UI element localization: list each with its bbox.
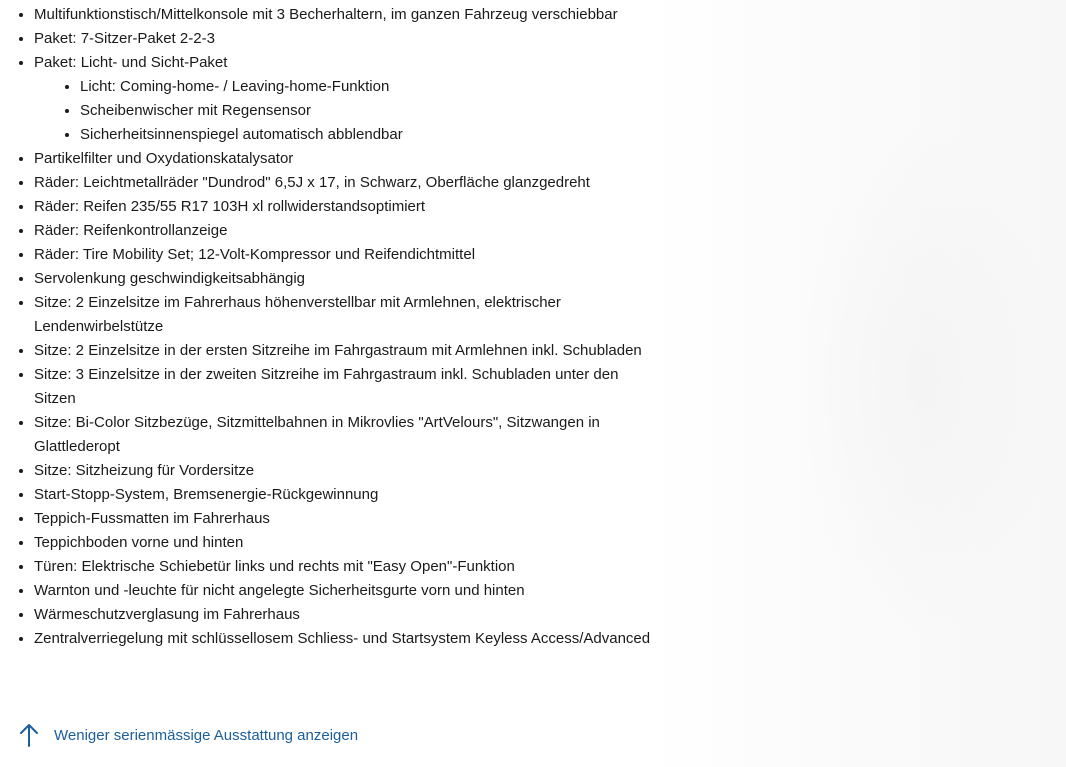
feature-text: Paket: 7-Sitzer-Paket 2-2-3 [34,30,215,47]
feature-item [34,195,660,219]
feature-item [34,483,660,507]
feature-item [34,555,660,579]
feature-text: Start-Stopp-System, Bremsenergie-Rückgewinnung [34,486,379,503]
feature-item [34,579,660,603]
feature-item [34,3,660,27]
feature-item [34,243,660,267]
feature-text: Räder: Leichtmetallräder "Dundrod" 6,5J x 17, in Schwarz, Oberfläche glanzgedreht [34,174,590,191]
feature-item [34,411,660,459]
feature-sublist [34,75,660,147]
feature-item [34,291,660,339]
feature-text: Teppichboden vorne und hinten [34,534,244,551]
feature-item [34,459,660,483]
feature-item [34,627,660,651]
feature-item [34,507,660,531]
feature-text: Servolenkung geschwindigkeitsabhängig [34,270,306,287]
feature-text: Türen: Elektrische Schiebetür links und rechts mit "Easy Open"-Funktion [34,558,515,575]
feature-text: Sitze: Sitzheizung für Vordersitze [34,462,255,479]
feature-text: Partikelfilter und Oxydationskatalysator [34,150,294,167]
standard-equipment-section [0,3,660,651]
feature-item [34,363,660,411]
feature-item [34,219,660,243]
feature-text: Räder: Tire Mobility Set; 12-Volt-Kompressor und Reifendichtmittel [34,246,476,263]
feature-item [34,27,660,51]
show-less-equipment-link[interactable] [18,722,358,748]
feature-text: Teppich-Fussmatten im Fahrerhaus [34,510,270,527]
feature-text: Wärmeschutzverglasung im Fahrerhaus [34,606,300,623]
feature-item [34,339,660,363]
feature-text: Räder: Reifen 235/55 R17 103H xl rollwiderstandsoptimiert [34,198,426,215]
feature-subitem: • Licht: Coming-home- / Leaving-home-Funktion [80,75,660,99]
feature-text: Warnton und -leuchte für nicht angelegte Sicherheitsgurte vorn und hinten [34,582,525,599]
feature-text: Paket: Licht- und Sicht-Paket [34,54,228,71]
feature-item [34,267,660,291]
feature-text: Sitze: 2 Einzelsitze in der ersten Sitzreihe im Fahrgastraum mit Armlehnen inkl. Schubladen [34,342,642,359]
show-less-equipment-label: Weniger serienmässige Ausstattung anzeigen [54,726,359,744]
feature-text: Sitze: 2 Einzelsitze im Fahrerhaus höhenverstellbar mit Armlehnen, elektrischer Lendenwirbelstütze [34,294,561,335]
feature-item [34,531,660,555]
feature-text: Zentralverriegelung mit schlüssellosem Schliess- und Startsystem Keyless Access/Advanced [34,630,651,647]
feature-subitem: • Sicherheitsinnenspiegel automatisch abblendbar [80,123,660,147]
feature-item [34,147,660,171]
feature-item [34,603,660,627]
feature-text: Sitze: 3 Einzelsitze in der zweiten Sitzreihe im Fahrgastraum inkl. Schubladen unter den Sitzen [34,366,619,407]
background-image-area [646,0,1066,767]
feature-text: Sitze: Bi-Color Sitzbezüge, Sitzmittelbahnen in Mikrovlies "ArtVelours", Sitzwangen in Glattlederopt [34,414,600,455]
feature-text: Multifunktionstisch/Mittelkonsole mit 3 Becherhaltern, im ganzen Fahrzeug verschiebbar [34,6,618,23]
feature-item [34,171,660,195]
feature-list [0,3,660,651]
feature-text: Räder: Reifenkontrollanzeige [34,222,228,239]
feature-item [34,51,660,147]
arrow-up-icon [18,722,40,748]
feature-subitem: • Scheibenwischer mit Regensensor [80,99,660,123]
